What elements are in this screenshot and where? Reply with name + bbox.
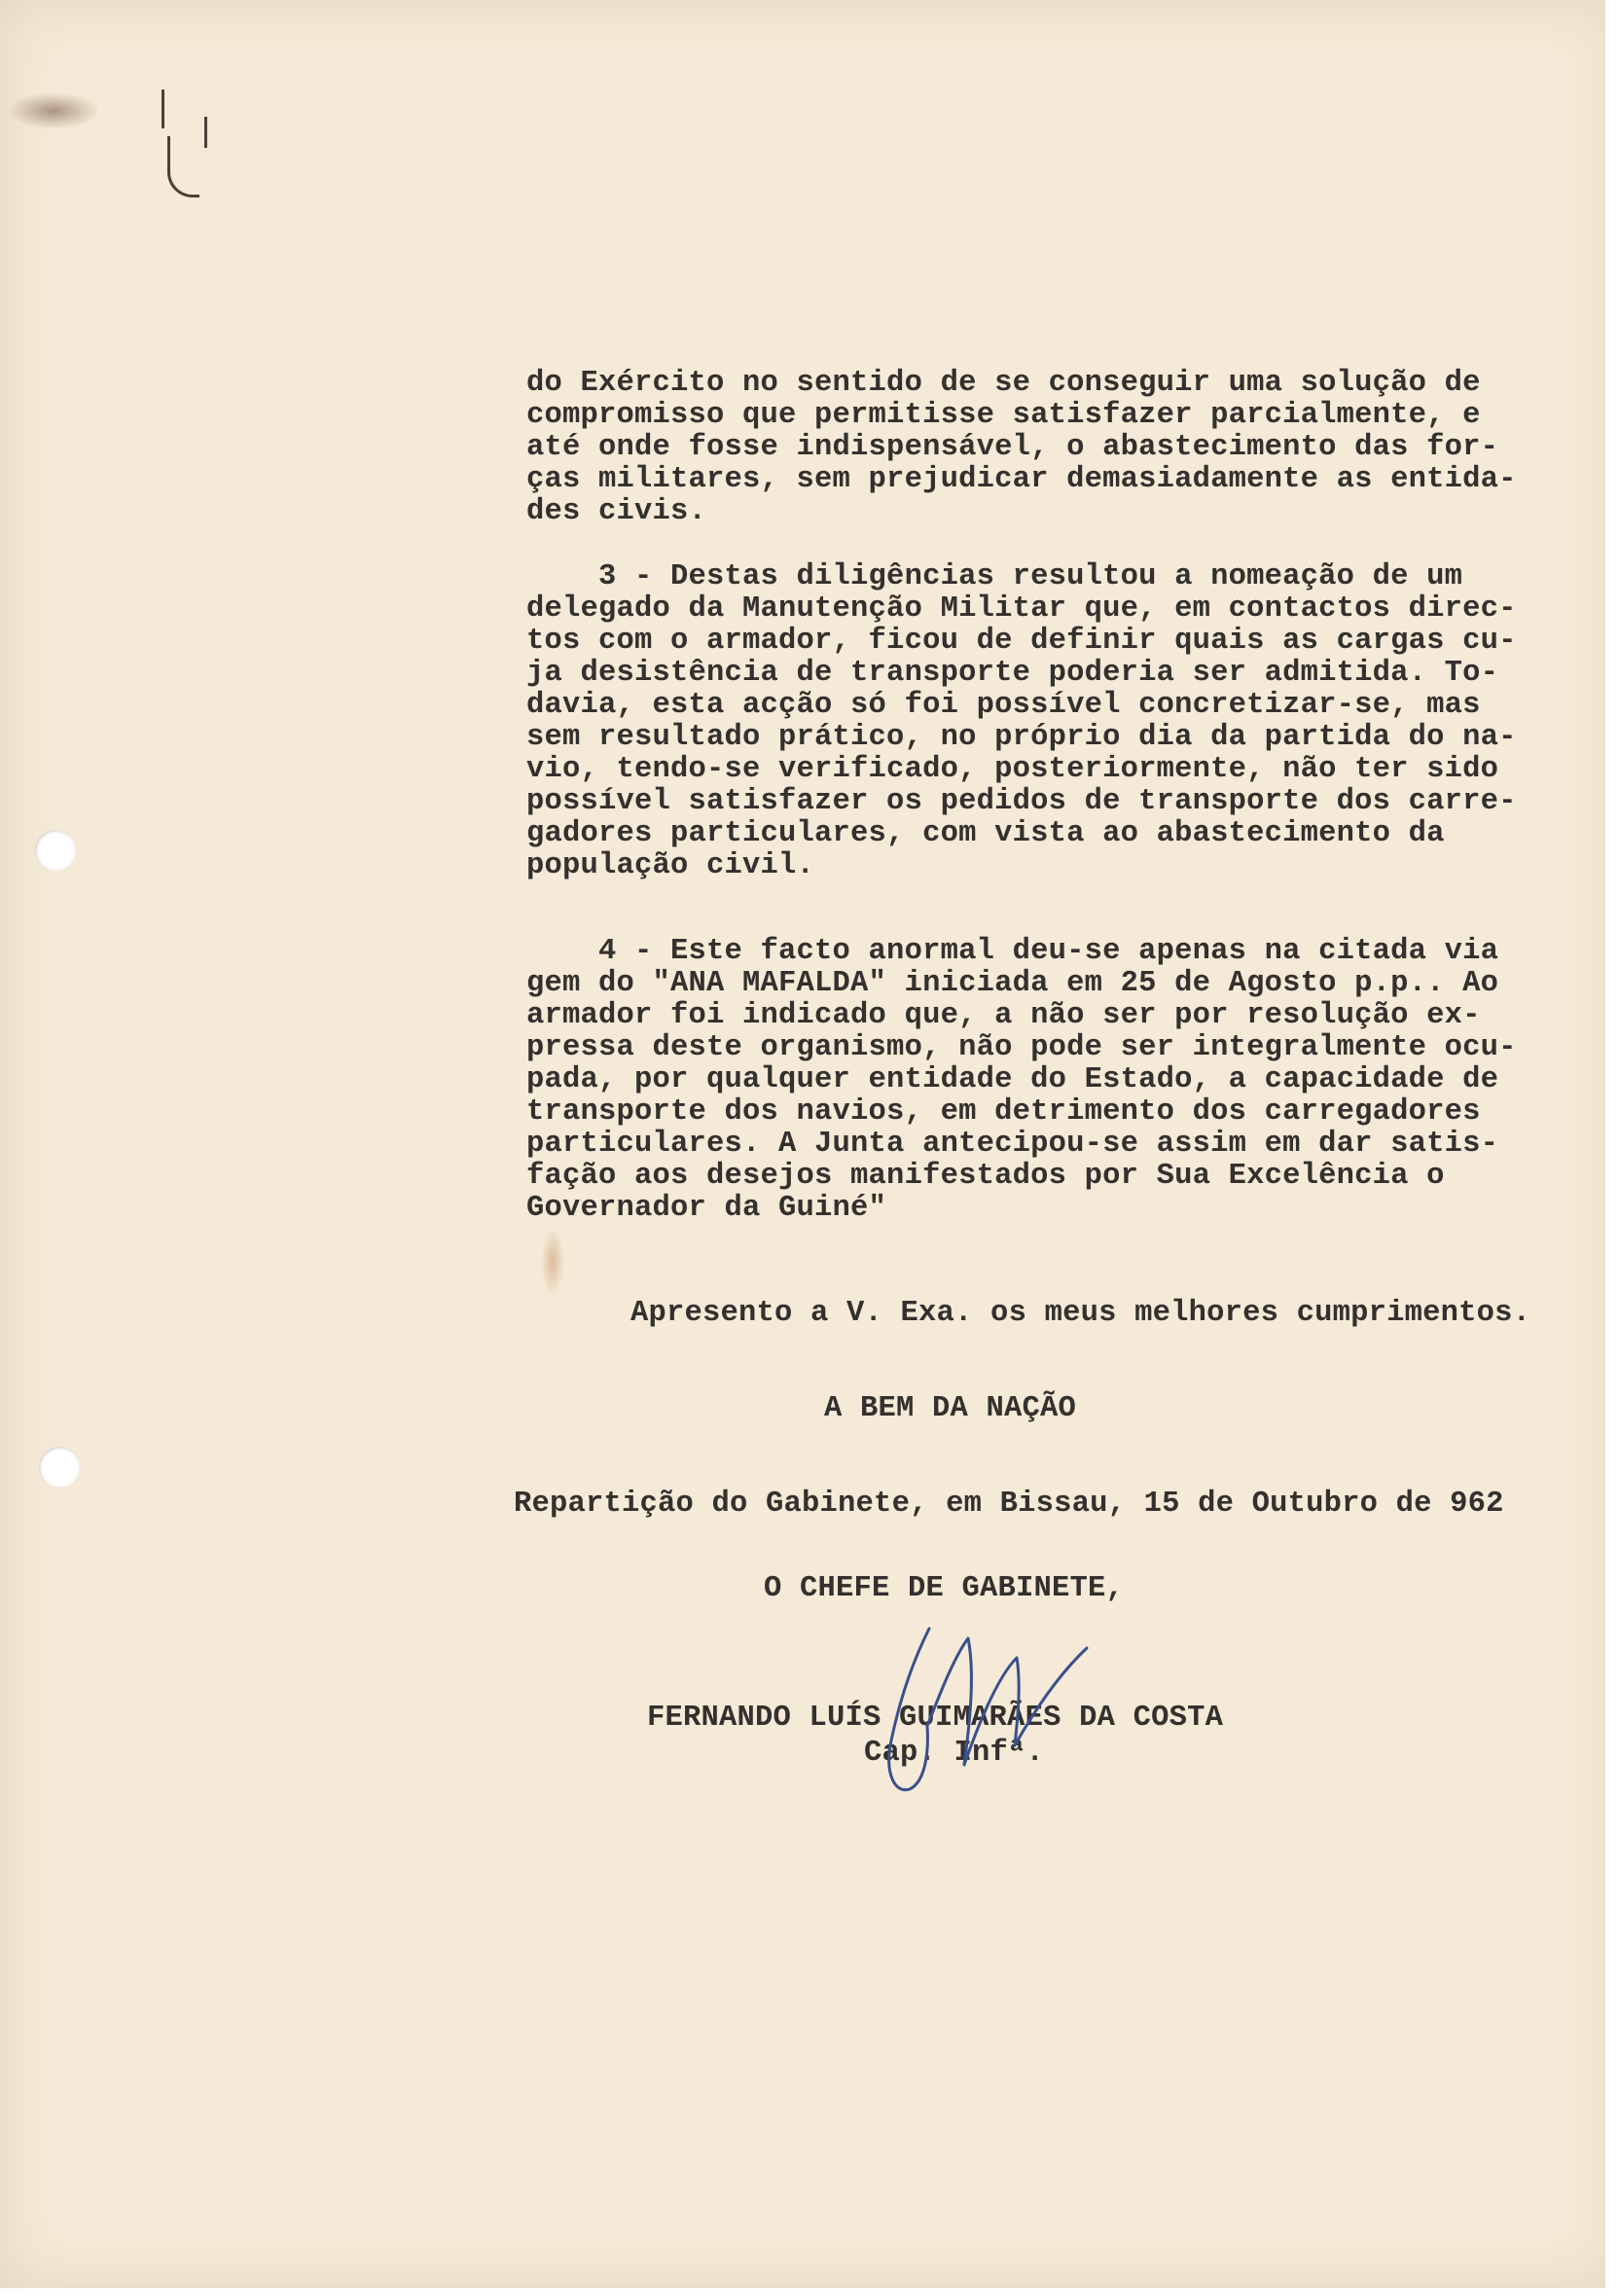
pencil-mark (162, 90, 164, 128)
motto: A BEM DA NAÇÃO (824, 1392, 1077, 1425)
place-and-date: Repartição do Gabinete, em Bissau, 15 de Outubro de 962 (514, 1488, 1504, 1521)
ink-blot (10, 93, 97, 128)
signatory-title: O CHEFE DE GABINETE, (764, 1572, 1125, 1605)
handwritten-signature (871, 1619, 1104, 1813)
signatory-name: FERNANDO LUÍS GUIMARÃES DA COSTA (647, 1702, 1224, 1735)
signatory-rank: Cap. Infª. (864, 1737, 1045, 1770)
paper-stain (541, 1228, 564, 1296)
paragraph-3: 3 - Destas diligências resultou a nomeação de um delegado da Manutenção Militar que, em contactos direc- tos com o armador, ficou de definir quais as cargas cu- ja desistência de transporte poderia ser admitida. To- davia, esta acção só foi possível concretizar-se, mas sem resultado prático, no próprio dia da partida do na- vio, tendo-se verificado, posteriormente, não ter sido possível satisfazer os pedidos de transporte dos carre- gadores particulares, com vista ao abastecimento da população civil. (526, 560, 1517, 882)
punch-hole (35, 830, 76, 871)
punch-hole (39, 1447, 80, 1488)
page-edge (1605, 0, 1619, 2288)
paragraph-4: 4 - Este facto anormal deu-se apenas na citada via gem do "ANA MAFALDA" iniciada em 25 de Agosto p.p.. Ao armador foi indicado que, a não ser por resolução ex- pressa deste organismo, não pode ser integralmente ocu- pada, por qualquer entidade do Estado, a capacidade de transporte dos navios, em detrimento dos carregadores particulares. A Junta antecipou-se assim em dar satis- fação aos desejos manifestados por Sua Excelência o Governador da Guiné" (526, 935, 1517, 1225)
closing-salutation: Apresento a V. Exa. os meus melhores cumprimentos. (630, 1297, 1531, 1330)
pencil-mark (204, 117, 207, 148)
pencil-mark (167, 136, 199, 197)
paragraph-continuation: do Exército no sentido de se conseguir uma solução de compromisso que permitisse satisfazer parcialmente, e até onde fosse indispensável, o abastecimento das for- ças militares, sem prejudicar demasiadamente as entida- des civis. (526, 367, 1517, 528)
